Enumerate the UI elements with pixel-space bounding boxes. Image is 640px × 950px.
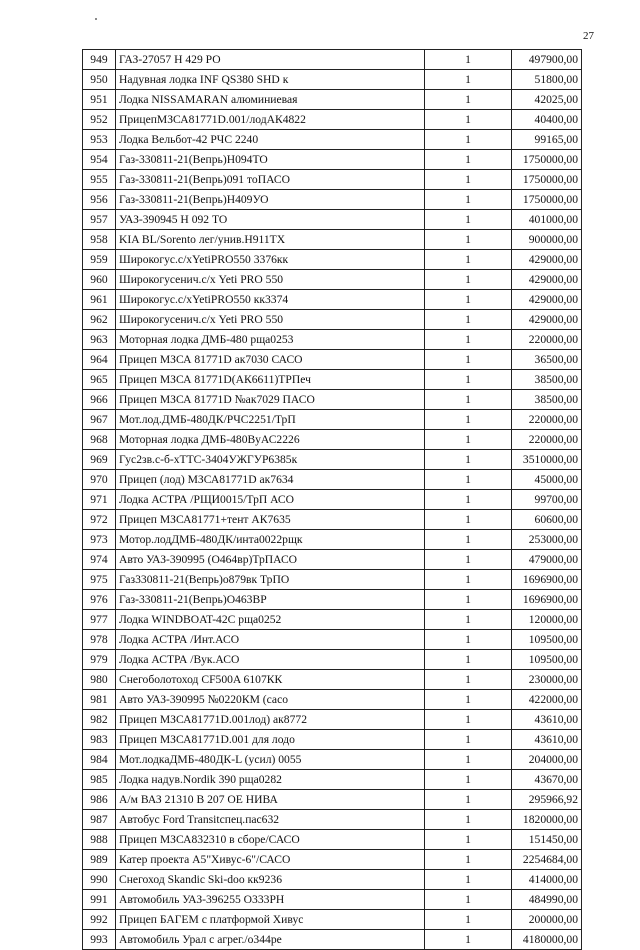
table-row <box>83 290 582 310</box>
row-number: 957 <box>83 210 116 230</box>
item-quantity: 1 <box>425 190 512 210</box>
item-value: 51800,00 <box>512 70 582 90</box>
table-row <box>83 810 582 830</box>
item-name: Широкогус.с/хYetiPRO550 кк3374 <box>116 290 425 310</box>
table-row <box>83 750 582 770</box>
table-row <box>83 650 582 670</box>
item-quantity: 1 <box>425 70 512 90</box>
item-value: 900000,00 <box>512 230 582 250</box>
item-name: Широкогусенич.с/х Yeti PRO 550 <box>116 310 425 330</box>
table-row <box>83 930 582 950</box>
item-value: 38500,00 <box>512 390 582 410</box>
item-quantity: 1 <box>425 790 512 810</box>
item-value: 204000,00 <box>512 750 582 770</box>
item-quantity: 1 <box>425 310 512 330</box>
table-row <box>83 690 582 710</box>
table-row <box>83 150 582 170</box>
table-row <box>83 190 582 210</box>
row-number: 975 <box>83 570 116 590</box>
item-quantity: 1 <box>425 470 512 490</box>
item-quantity: 1 <box>425 210 512 230</box>
row-number: 960 <box>83 270 116 290</box>
item-name: Газ-330811-21(Вепрь)Н094ТО <box>116 150 425 170</box>
row-number: 961 <box>83 290 116 310</box>
table-row <box>83 730 582 750</box>
item-quantity: 1 <box>425 850 512 870</box>
item-value: 429000,00 <box>512 270 582 290</box>
item-name: ГАЗ-27057 Н 429 РО <box>116 50 425 70</box>
item-value: 484990,00 <box>512 890 582 910</box>
table-row <box>83 130 582 150</box>
item-value: 429000,00 <box>512 250 582 270</box>
table-row <box>83 350 582 370</box>
item-quantity: 1 <box>425 50 512 70</box>
item-quantity: 1 <box>425 110 512 130</box>
item-quantity: 1 <box>425 90 512 110</box>
item-value: 295966,92 <box>512 790 582 810</box>
item-quantity: 1 <box>425 570 512 590</box>
item-quantity: 1 <box>425 730 512 750</box>
table-row <box>83 410 582 430</box>
item-value: 36500,00 <box>512 350 582 370</box>
item-name: Автомобиль УАЗ-396255 О333РН <box>116 890 425 910</box>
table-row <box>83 230 582 250</box>
item-quantity: 1 <box>425 350 512 370</box>
row-number: 959 <box>83 250 116 270</box>
table-row <box>83 890 582 910</box>
item-name: KIA BL/Sorento лег/унив.Н911ТХ <box>116 230 425 250</box>
item-value: 220000,00 <box>512 330 582 350</box>
row-number: 983 <box>83 730 116 750</box>
item-value: 151450,00 <box>512 830 582 850</box>
item-quantity: 1 <box>425 610 512 630</box>
item-value: 3510000,00 <box>512 450 582 470</box>
item-quantity: 1 <box>425 930 512 950</box>
table-row <box>83 470 582 490</box>
table-row <box>83 850 582 870</box>
table-row <box>83 370 582 390</box>
item-name: Прицеп БАГЕМ с платформой Хивус <box>116 910 425 930</box>
table-row <box>83 610 582 630</box>
item-name: Надувная лодка INF QS380 SHD к <box>116 70 425 90</box>
item-value: 2254684,00 <box>512 850 582 870</box>
item-quantity: 1 <box>425 870 512 890</box>
table-row <box>83 550 582 570</box>
item-name: Мотор.лодДМБ-480ДК/инта0022рщк <box>116 530 425 550</box>
row-number: 971 <box>83 490 116 510</box>
row-number: 968 <box>83 430 116 450</box>
item-name: Газ-330811-21(Вепрь)091 тоПАСО <box>116 170 425 190</box>
item-value: 99700,00 <box>512 490 582 510</box>
row-number: 950 <box>83 70 116 90</box>
item-quantity: 1 <box>425 290 512 310</box>
row-number: 978 <box>83 630 116 650</box>
item-value: 42025,00 <box>512 90 582 110</box>
row-number: 985 <box>83 770 116 790</box>
item-quantity: 1 <box>425 510 512 530</box>
item-quantity: 1 <box>425 830 512 850</box>
row-number: 993 <box>83 930 116 950</box>
table-row <box>83 710 582 730</box>
item-value: 422000,00 <box>512 690 582 710</box>
item-name: Лодка NISSAMARAN алюминиевая <box>116 90 425 110</box>
table-row <box>83 870 582 890</box>
item-name: Прицеп МЗСА 81771D(АК6611)ТРПеч <box>116 370 425 390</box>
item-name: Лодка АСТРА /РЩИ0015/ТрП АСО <box>116 490 425 510</box>
row-number: 962 <box>83 310 116 330</box>
item-quantity: 1 <box>425 150 512 170</box>
table-row <box>83 110 582 130</box>
row-number: 963 <box>83 330 116 350</box>
table-row <box>83 270 582 290</box>
row-number: 980 <box>83 670 116 690</box>
row-number: 955 <box>83 170 116 190</box>
item-quantity: 1 <box>425 390 512 410</box>
table-row <box>83 770 582 790</box>
item-name: Прицеп МЗСА81771D.001 для лодо <box>116 730 425 750</box>
table-row <box>83 510 582 530</box>
row-number: 977 <box>83 610 116 630</box>
item-quantity: 1 <box>425 430 512 450</box>
item-name: Газ-330811-21(Вепрь)Н409УО <box>116 190 425 210</box>
item-quantity: 1 <box>425 450 512 470</box>
item-name: Прицеп МЗСА81771D.001лод) ак8772 <box>116 710 425 730</box>
table-row <box>83 90 582 110</box>
item-quantity: 1 <box>425 710 512 730</box>
row-number: 953 <box>83 130 116 150</box>
item-name: Авто УАЗ-390995 (О464вр)ТрПАСО <box>116 550 425 570</box>
item-quantity: 1 <box>425 170 512 190</box>
item-value: 43670,00 <box>512 770 582 790</box>
item-quantity: 1 <box>425 590 512 610</box>
table-row <box>83 50 582 70</box>
row-number: 990 <box>83 870 116 890</box>
table-row <box>83 910 582 930</box>
item-name: Газ330811-21(Вепрь)о879вк ТрПО <box>116 570 425 590</box>
item-quantity: 1 <box>425 650 512 670</box>
item-value: 60600,00 <box>512 510 582 530</box>
item-name: Моторная лодка ДМБ-480 рща0253 <box>116 330 425 350</box>
table-row <box>83 250 582 270</box>
row-number: 949 <box>83 50 116 70</box>
item-name: Снегоболотоход CF500A 6107КК <box>116 670 425 690</box>
item-name: Лодка надув.Nordik 390 рща0282 <box>116 770 425 790</box>
item-value: 230000,00 <box>512 670 582 690</box>
item-name: Катер проекта А5"Хивус-6"/САСО <box>116 850 425 870</box>
item-quantity: 1 <box>425 670 512 690</box>
item-value: 220000,00 <box>512 430 582 450</box>
item-name: Авто УАЗ-390995 №0220КМ (саco <box>116 690 425 710</box>
page-number: 27 <box>583 30 594 42</box>
table-row <box>83 390 582 410</box>
row-number: 966 <box>83 390 116 410</box>
item-name: Снегоход Skandic Ski-doo кк9236 <box>116 870 425 890</box>
inventory-table-body <box>83 50 582 950</box>
table-row <box>83 330 582 350</box>
item-value: 1696900,00 <box>512 570 582 590</box>
scan-speck <box>95 18 97 20</box>
item-value: 200000,00 <box>512 910 582 930</box>
table-row <box>83 570 582 590</box>
table-row <box>83 670 582 690</box>
item-value: 429000,00 <box>512 310 582 330</box>
row-number: 984 <box>83 750 116 770</box>
item-value: 40400,00 <box>512 110 582 130</box>
table-row <box>83 430 582 450</box>
item-name: Лодка АСТРА /Вук.АСО <box>116 650 425 670</box>
row-number: 974 <box>83 550 116 570</box>
item-value: 1750000,00 <box>512 190 582 210</box>
row-number: 964 <box>83 350 116 370</box>
row-number: 958 <box>83 230 116 250</box>
item-quantity: 1 <box>425 910 512 930</box>
item-value: 109500,00 <box>512 650 582 670</box>
item-name: Автомобиль Урал с агрег./о344ре <box>116 930 425 950</box>
row-number: 976 <box>83 590 116 610</box>
item-name: Прицеп (лод) МЗСА81771D ак7634 <box>116 470 425 490</box>
item-name: Мот.лодкаДМБ-480ДК-L (усил) 0055 <box>116 750 425 770</box>
inventory-table <box>82 49 582 950</box>
item-value: 99165,00 <box>512 130 582 150</box>
item-name: Лодка Вельбот-42 РЧС 2240 <box>116 130 425 150</box>
row-number: 954 <box>83 150 116 170</box>
row-number: 956 <box>83 190 116 210</box>
row-number: 992 <box>83 910 116 930</box>
item-value: 1750000,00 <box>512 150 582 170</box>
item-value: 1696900,00 <box>512 590 582 610</box>
table-row <box>83 170 582 190</box>
row-number: 965 <box>83 370 116 390</box>
table-row <box>83 530 582 550</box>
item-value: 401000,00 <box>512 210 582 230</box>
item-quantity: 1 <box>425 550 512 570</box>
item-name: Моторная лодка ДМБ-480ВуАС2226 <box>116 430 425 450</box>
item-value: 253000,00 <box>512 530 582 550</box>
item-name: Газ-330811-21(Вепрь)О463ВР <box>116 590 425 610</box>
item-name: ПрицепМЗСА81771D.001/лодАК4822 <box>116 110 425 130</box>
table-row <box>83 790 582 810</box>
item-name: Широкогусенич.с/х Yeti PRO 550 <box>116 270 425 290</box>
item-quantity: 1 <box>425 890 512 910</box>
item-value: 1820000,00 <box>512 810 582 830</box>
row-number: 970 <box>83 470 116 490</box>
item-value: 38500,00 <box>512 370 582 390</box>
item-value: 4180000,00 <box>512 930 582 950</box>
item-quantity: 1 <box>425 250 512 270</box>
table-row <box>83 310 582 330</box>
item-name: Автобус Ford Transitспец.пас632 <box>116 810 425 830</box>
table-row <box>83 590 582 610</box>
item-name: Прицеп МЗСА832310 в сборе/САСО <box>116 830 425 850</box>
row-number: 952 <box>83 110 116 130</box>
item-name: А/м ВАЗ 21310 В 207 ОЕ НИВА <box>116 790 425 810</box>
item-value: 120000,00 <box>512 610 582 630</box>
table-row <box>83 210 582 230</box>
item-name: УАЗ-390945 Н 092 ТО <box>116 210 425 230</box>
item-value: 1750000,00 <box>512 170 582 190</box>
item-quantity: 1 <box>425 810 512 830</box>
item-quantity: 1 <box>425 750 512 770</box>
item-value: 479000,00 <box>512 550 582 570</box>
item-quantity: 1 <box>425 330 512 350</box>
item-value: 43610,00 <box>512 710 582 730</box>
item-name: Прицеп МЗСА 81771D ак7030 САСО <box>116 350 425 370</box>
item-quantity: 1 <box>425 370 512 390</box>
item-quantity: 1 <box>425 130 512 150</box>
item-quantity: 1 <box>425 770 512 790</box>
item-quantity: 1 <box>425 270 512 290</box>
item-value: 414000,00 <box>512 870 582 890</box>
item-name: Прицеп МЗСА81771+тент АК7635 <box>116 510 425 530</box>
item-quantity: 1 <box>425 630 512 650</box>
item-value: 429000,00 <box>512 290 582 310</box>
table-row <box>83 70 582 90</box>
row-number: 982 <box>83 710 116 730</box>
item-quantity: 1 <box>425 690 512 710</box>
row-number: 969 <box>83 450 116 470</box>
table-row <box>83 450 582 470</box>
item-value: 43610,00 <box>512 730 582 750</box>
row-number: 951 <box>83 90 116 110</box>
item-name: Прицеп МЗСА 81771D №ак7029 ПАСО <box>116 390 425 410</box>
item-quantity: 1 <box>425 230 512 250</box>
item-quantity: 1 <box>425 490 512 510</box>
row-number: 979 <box>83 650 116 670</box>
row-number: 981 <box>83 690 116 710</box>
row-number: 989 <box>83 850 116 870</box>
item-value: 109500,00 <box>512 630 582 650</box>
row-number: 987 <box>83 810 116 830</box>
item-name: Гус2зв.с-б-хТТС-3404УЖГУР6385к <box>116 450 425 470</box>
row-number: 986 <box>83 790 116 810</box>
item-value: 220000,00 <box>512 410 582 430</box>
row-number: 973 <box>83 530 116 550</box>
row-number: 967 <box>83 410 116 430</box>
table-row <box>83 630 582 650</box>
row-number: 991 <box>83 890 116 910</box>
row-number: 972 <box>83 510 116 530</box>
table-row <box>83 830 582 850</box>
item-value: 497900,00 <box>512 50 582 70</box>
item-quantity: 1 <box>425 410 512 430</box>
item-name: Широкогус.с/хYetiPRO550 3376кк <box>116 250 425 270</box>
item-value: 45000,00 <box>512 470 582 490</box>
item-quantity: 1 <box>425 530 512 550</box>
table-row <box>83 490 582 510</box>
item-name: Лодка WINDBOAT-42С рща0252 <box>116 610 425 630</box>
item-name: Лодка АСТРА /Инт.АСО <box>116 630 425 650</box>
row-number: 988 <box>83 830 116 850</box>
item-name: Мот.лод.ДМБ-480ДК/РЧС2251/ТрП <box>116 410 425 430</box>
